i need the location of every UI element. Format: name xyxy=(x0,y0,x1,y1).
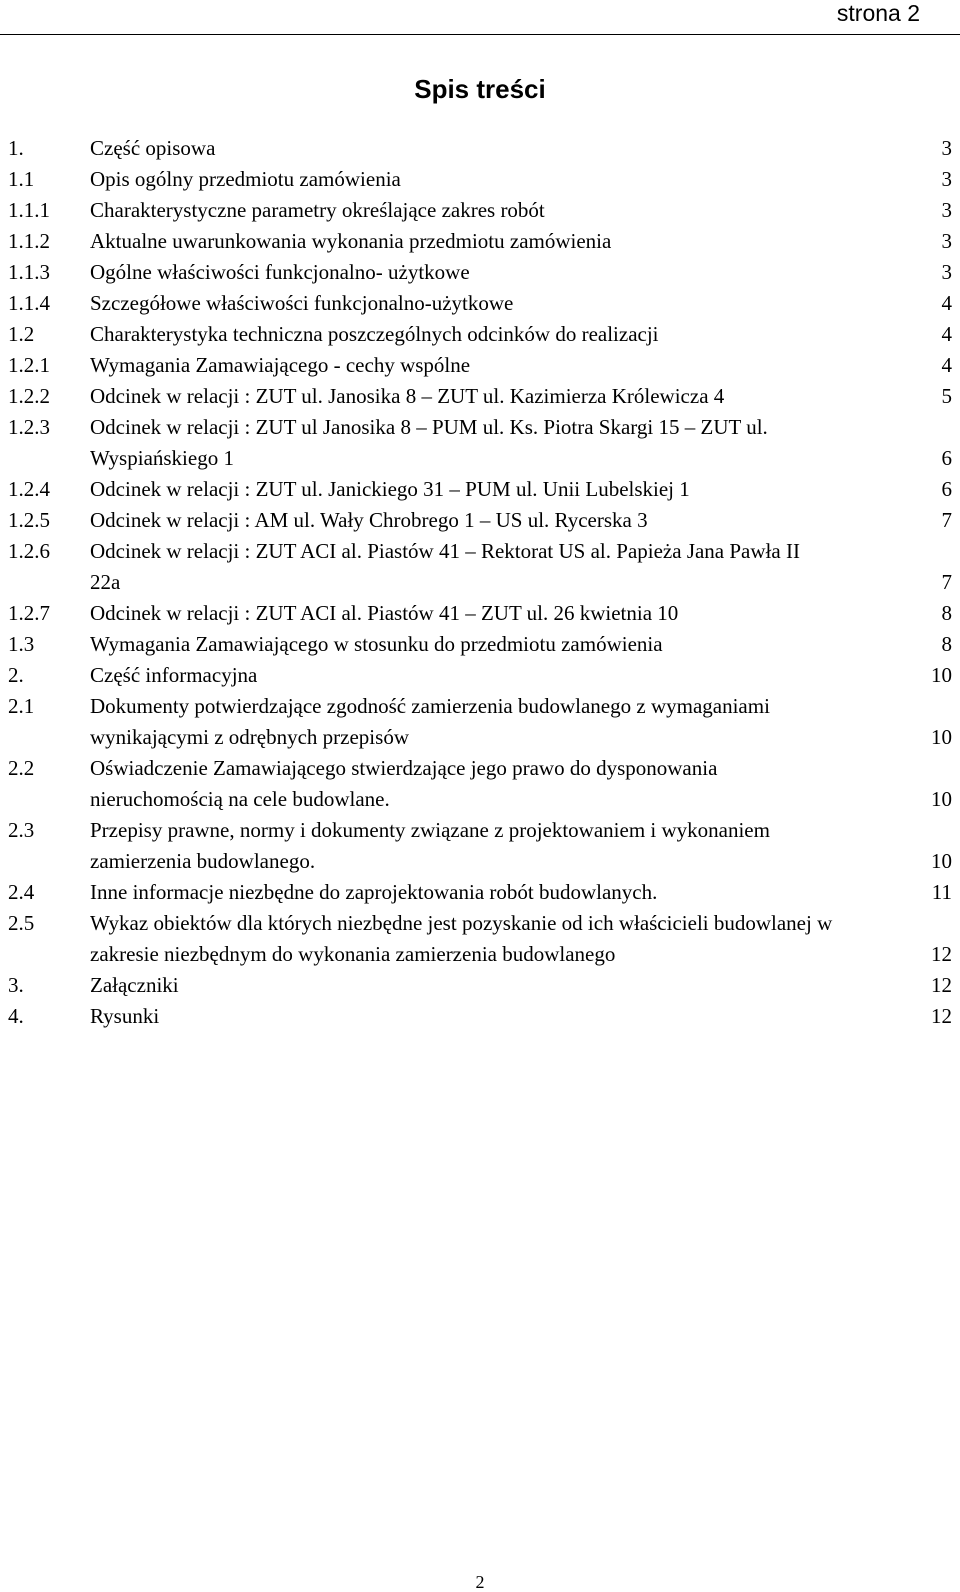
toc-number: 1.2.3 xyxy=(8,415,50,439)
toc-title: Wymagania Zamawiającego - cechy wspólne xyxy=(90,353,471,377)
toc-line xyxy=(8,1001,952,1032)
toc-entry[interactable] xyxy=(8,660,952,691)
toc-line xyxy=(8,908,952,939)
toc-title: Odcinek w relacji : ZUT ul Janosika 8 – PUM ul. Ks. Piotra Skargi 15 – ZUT ul. xyxy=(90,415,768,439)
toc-number: 1.2.7 xyxy=(8,601,50,625)
toc-entry[interactable] xyxy=(8,536,952,598)
toc-page-number: 10 xyxy=(931,663,952,687)
toc-line xyxy=(8,257,952,288)
toc-line xyxy=(8,722,952,753)
toc-line xyxy=(8,567,952,598)
toc-title: Ogólne właściwości funkcjonalno- użytkowe xyxy=(90,260,470,284)
toc-number: 1.1 xyxy=(8,167,35,191)
toc-page-number: 6 xyxy=(941,446,952,470)
toc-title: Inne informacje niezbędne do zaprojektowania robót budowlanych. xyxy=(90,880,658,904)
toc-entry[interactable] xyxy=(8,381,952,412)
toc-title: Oświadczenie Zamawiającego stwierdzające jego prawo do dysponowania xyxy=(90,756,718,780)
toc-line xyxy=(8,350,952,381)
toc-entry[interactable] xyxy=(8,1001,952,1032)
toc-number: 1.1.1 xyxy=(8,198,50,222)
toc-page-number: 12 xyxy=(931,973,952,997)
toc-number: 2.3 xyxy=(8,818,35,842)
header-page-label: strona 2 xyxy=(836,0,920,26)
toc-page-number: 12 xyxy=(931,942,952,966)
toc-entry[interactable] xyxy=(8,257,952,288)
toc-number: 1.3 xyxy=(8,632,35,656)
toc-title: Część informacyjna xyxy=(90,663,258,687)
toc-entry[interactable] xyxy=(8,505,952,536)
toc-title: Odcinek w relacji : ZUT ul. Janickiego 31 – PUM ul. Unii Lubelskiej 1 xyxy=(90,477,690,501)
toc-number: 3. xyxy=(8,973,24,997)
toc-page-number: 5 xyxy=(941,384,952,408)
toc-number: 1.2.4 xyxy=(8,477,50,501)
toc-title: Aktualne uwarunkowania wykonania przedmiotu zamówienia xyxy=(90,229,612,253)
toc-page-number: 11 xyxy=(931,880,952,904)
toc-entry[interactable] xyxy=(8,691,952,753)
toc-line xyxy=(8,474,952,505)
toc-line xyxy=(8,412,952,443)
toc-entry[interactable] xyxy=(8,412,952,474)
toc-title: Odcinek w relacji : ZUT ACI al. Piastów 41 – Rektorat US al. Papieża Jana Pawła II xyxy=(90,539,800,563)
toc-line xyxy=(8,815,952,846)
toc-title: Wykaz obiektów dla których niezbędne jest pozyskanie od ich właścicieli budowlanej w xyxy=(90,911,833,935)
toc-page-number: 4 xyxy=(941,353,952,377)
toc-page-number: 4 xyxy=(941,291,952,315)
toc-title: Załączniki xyxy=(90,973,179,997)
toc-entry[interactable] xyxy=(8,164,952,195)
toc-entry[interactable] xyxy=(8,288,952,319)
toc-line xyxy=(8,164,952,195)
toc-entry[interactable] xyxy=(8,753,952,815)
toc-number: 1.1.4 xyxy=(8,291,50,315)
toc-line xyxy=(8,598,952,629)
toc-number: 1.2.2 xyxy=(8,384,50,408)
header-divider xyxy=(0,34,960,35)
page-number: 2 xyxy=(475,1572,485,1592)
toc-line xyxy=(8,691,952,722)
toc-number: 1.2 xyxy=(8,322,35,346)
toc-entry[interactable] xyxy=(8,629,952,660)
toc-number: 1.2.5 xyxy=(8,508,50,532)
toc-number: 2.5 xyxy=(8,911,35,935)
toc-line xyxy=(8,784,952,815)
toc-page-number: 12 xyxy=(931,1004,952,1028)
toc-page-number: 3 xyxy=(941,167,952,191)
toc-title: Charakterystyczne parametry określające zakres robót xyxy=(90,198,545,222)
toc-entry[interactable] xyxy=(8,598,952,629)
toc-number: 2.4 xyxy=(8,880,35,904)
toc-page-number: 3 xyxy=(941,198,952,222)
toc-page-number: 8 xyxy=(941,601,952,625)
toc-page-number: 10 xyxy=(931,787,952,811)
page-title: Spis treści xyxy=(414,74,546,104)
toc-entry[interactable] xyxy=(8,195,952,226)
toc-number: 4. xyxy=(8,1004,24,1028)
toc-title: wynikającymi z odrębnych przepisów xyxy=(90,725,409,749)
toc-entry[interactable] xyxy=(8,877,952,908)
toc-title: Wyspiańskiego 1 xyxy=(90,446,234,470)
toc-number: 2. xyxy=(8,663,24,687)
toc-title: zamierzenia budowlanego. xyxy=(90,849,316,873)
toc-title: Odcinek w relacji : AM ul. Wały Chrobrego 1 – US ul. Rycerska 3 xyxy=(90,508,648,532)
toc-title: Wymagania Zamawiającego w stosunku do przedmiotu zamówienia xyxy=(90,632,663,656)
toc-number: 1.1.2 xyxy=(8,229,50,253)
toc-page-number: 3 xyxy=(941,260,952,284)
toc-title: Charakterystyka techniczna poszczególnych odcinków do realizacji xyxy=(90,322,659,346)
toc-line xyxy=(8,753,952,784)
toc-line xyxy=(8,629,952,660)
toc-entry[interactable] xyxy=(8,133,952,164)
toc-number: 1.1.3 xyxy=(8,260,50,284)
toc-entry[interactable] xyxy=(8,226,952,257)
toc-title: Opis ogólny przedmiotu zamówienia xyxy=(90,167,401,191)
toc-number: 1. xyxy=(8,136,24,160)
toc-line xyxy=(8,660,952,691)
toc-line xyxy=(8,846,952,877)
toc-number: 2.1 xyxy=(8,694,35,718)
toc-line xyxy=(8,195,952,226)
toc-number: 1.2.1 xyxy=(8,353,50,377)
toc-title: Szczegółowe właściwości funkcjonalno-użytkowe xyxy=(90,291,514,315)
toc-page-number: 3 xyxy=(941,229,952,253)
toc-title: Dokumenty potwierdzające zgodność zamierzenia budowlanego z wymaganiami xyxy=(90,694,770,718)
toc-line xyxy=(8,443,952,474)
toc-title: Odcinek w relacji : ZUT ACI al. Piastów 41 – ZUT ul. 26 kwietnia 10 xyxy=(90,601,679,625)
toc-page-number: 7 xyxy=(941,570,952,594)
toc-page-number: 4 xyxy=(941,322,952,346)
toc-page-number: 3 xyxy=(941,136,952,160)
toc-number: 2.2 xyxy=(8,756,35,780)
toc-line xyxy=(8,319,952,350)
toc-line xyxy=(8,226,952,257)
toc-line xyxy=(8,381,952,412)
toc-title: Odcinek w relacji : ZUT ul. Janosika 8 – ZUT ul. Kazimierza Królewicza 4 xyxy=(90,384,725,408)
toc-line xyxy=(8,877,952,908)
toc-title: Rysunki xyxy=(90,1004,160,1028)
toc-title: zakresie niezbędnym do wykonania zamierzenia budowlanego xyxy=(90,942,616,966)
toc-line xyxy=(8,939,952,970)
toc-title: Część opisowa xyxy=(90,136,216,160)
toc-line xyxy=(8,505,952,536)
toc-entry[interactable] xyxy=(8,350,952,381)
toc-line xyxy=(8,536,952,567)
toc-line xyxy=(8,970,952,1001)
toc-title: nieruchomością na cele budowlane. xyxy=(90,787,390,811)
toc-page-number: 7 xyxy=(941,508,952,532)
toc-page-number: 10 xyxy=(931,849,952,873)
toc-entry[interactable] xyxy=(8,970,952,1001)
toc-number: 1.2.6 xyxy=(8,539,50,563)
toc-entry[interactable] xyxy=(8,908,952,970)
toc-entry[interactable] xyxy=(8,474,952,505)
table-of-contents xyxy=(8,133,952,1032)
toc-page-number: 8 xyxy=(941,632,952,656)
toc-entry[interactable] xyxy=(8,319,952,350)
toc-page-number: 10 xyxy=(931,725,952,749)
toc-line xyxy=(8,133,952,164)
toc-page-number: 6 xyxy=(941,477,952,501)
toc-line xyxy=(8,288,952,319)
toc-entry[interactable] xyxy=(8,815,952,877)
toc-title: 22a xyxy=(90,570,121,594)
toc-title: Przepisy prawne, normy i dokumenty związane z projektowaniem i wykonaniem xyxy=(90,818,770,842)
